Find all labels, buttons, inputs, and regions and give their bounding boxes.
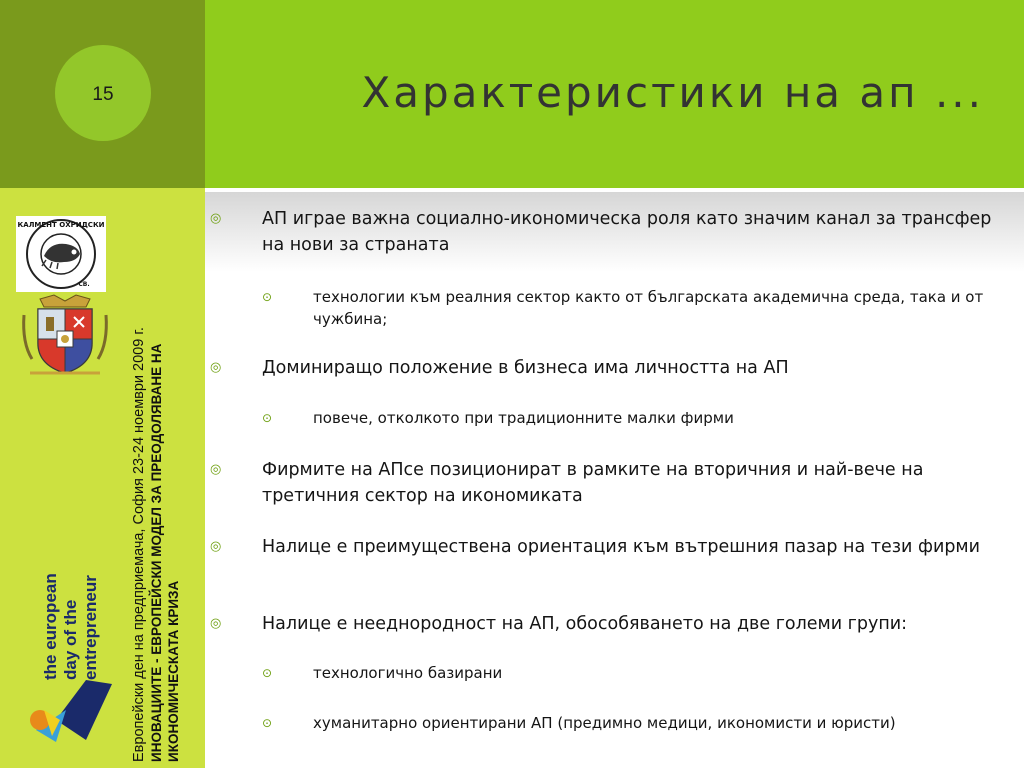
european-day-entrepreneur-logo xyxy=(26,560,118,746)
seal-text-bottom: СВ. xyxy=(78,281,90,288)
event-theme-line2: ИКОНОМИЧЕСКАТА КРИЗА xyxy=(166,580,181,762)
bullet-text: АП играе важна социално-икономическа роля като значим канал за трансфер на нови за страната xyxy=(262,209,992,255)
page-number: 15 xyxy=(92,84,114,105)
event-date-line: Европейски ден на предприемача, София 23-24 ноември 2009 г. xyxy=(131,327,147,762)
event-logo-line1: the european xyxy=(41,573,60,680)
sub-bullet-text: технологично базирани xyxy=(313,664,503,682)
university-seal-logo xyxy=(16,216,106,296)
sub-bullet-text: повече, отколкото при традиционните малки фирми xyxy=(313,409,734,427)
slide-title: Характеристики на ап ... xyxy=(361,68,984,117)
event-logo-line3: entrepreneur xyxy=(81,575,100,680)
circled-dot-bullet-icon: ⊙ xyxy=(262,290,273,304)
sub-bullet-text: технологии към реалния сектор както от българската академична среда, така и от чужбина; xyxy=(313,288,984,328)
circled-dot-bullet-icon: ⊙ xyxy=(262,666,273,680)
bullet-text: Доминиращо положение в бизнеса има личността на АП xyxy=(262,358,789,378)
circled-ring-bullet-icon: ◎ xyxy=(210,462,222,477)
circled-ring-bullet-icon: ◎ xyxy=(210,360,222,375)
seal-text-top: КАЛМЕНТ ОХРИДСКИ xyxy=(17,221,105,229)
circled-ring-bullet-icon: ◎ xyxy=(210,539,222,554)
event-theme-line1: ИНОВАЦИИТЕ - ЕВРОПЕЙСКИ МОДЕЛ ЗА ПРЕОДОЛЯВАНЕ НА xyxy=(149,343,164,762)
circled-ring-bullet-icon: ◎ xyxy=(210,211,222,226)
circled-ring-bullet-icon: ◎ xyxy=(210,616,222,631)
coat-of-arms-icon xyxy=(20,293,110,383)
circled-dot-bullet-icon: ⊙ xyxy=(262,411,273,425)
circled-dot-bullet-icon: ⊙ xyxy=(262,716,273,730)
event-logo-line2: day of the xyxy=(61,599,80,680)
bullet-text: Налице е нееднородност на АП, обособяването на две големи групи: xyxy=(262,614,908,634)
event-vertical-text xyxy=(131,292,182,762)
sub-bullet-text: хуманитарно ориентирани АП (предимно медици, икономисти и юристи) xyxy=(313,714,896,732)
bullet-text: Фирмите на АПсе позиционират в рамките на вторичния и най-вече на третичния сектор на икономиката xyxy=(262,460,924,506)
bullet-text: Налице е преимуществена ориентация към вътрешния пазар на тези фирми xyxy=(262,537,981,557)
